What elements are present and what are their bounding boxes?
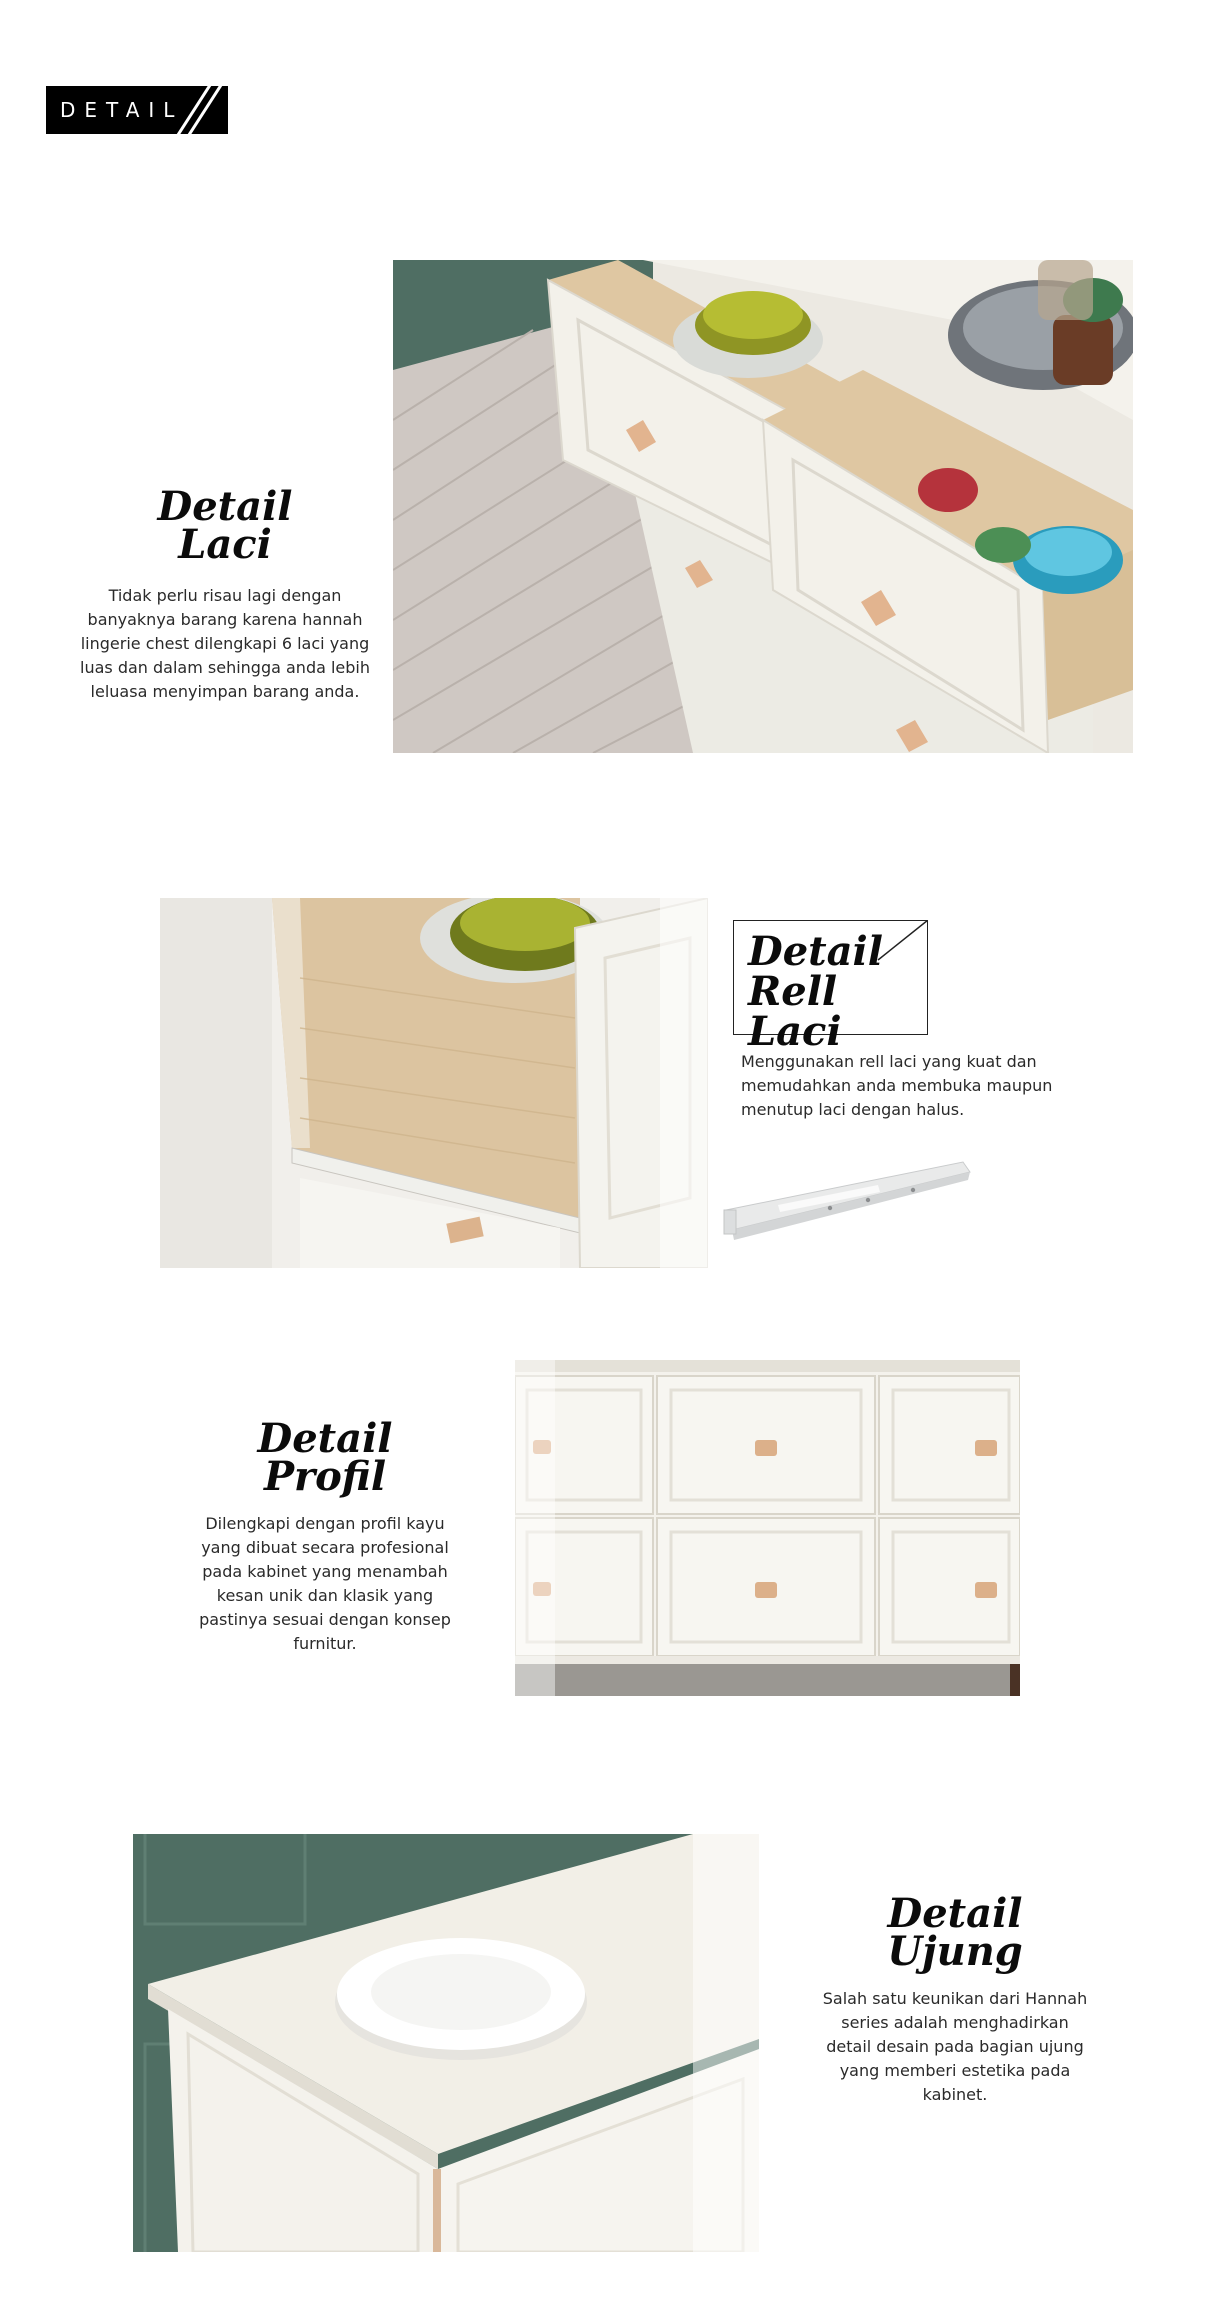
section-profil-description: Dilengkapi dengan profil kayu yang dibuat secara profesional pada kabinet yang menambah kesan unik dan klasik yang pastinya sesuai dengan konsep furnitur. bbox=[199, 1514, 451, 1653]
detail-badge bbox=[46, 86, 228, 134]
section-ujung-description: Salah satu keunikan dari Hannah series adalah menghadirkan detail desain pada bagian ujung yang memberi estetika pada kabinet. bbox=[822, 1989, 1088, 2104]
title-line-1: Detail bbox=[157, 483, 293, 530]
title-line-2: Laci bbox=[178, 521, 272, 568]
section-ujung-title bbox=[820, 1890, 1090, 1975]
detail-badge-label: DETAIL bbox=[60, 98, 184, 122]
section-rell-laci-title bbox=[748, 928, 938, 1055]
title-line-1: Detail bbox=[748, 928, 883, 975]
section-laci bbox=[80, 483, 371, 704]
title-line-2: Rell Laci bbox=[748, 968, 842, 1055]
section-laci-description: Tidak perlu risau lagi dengan banyaknya barang karena hannah lingerie chest dilengkapi 6 laci yang luas dan dalam sehingga anda lebih leluasa menyimpan barang anda. bbox=[80, 586, 371, 701]
drawer-photo bbox=[393, 260, 1133, 753]
title-line-1: Detail bbox=[257, 1415, 393, 1462]
slash-icon bbox=[46, 86, 228, 134]
corner-photo bbox=[133, 1834, 759, 2252]
title-line-2: Ujung bbox=[887, 1928, 1023, 1975]
drawer-rail-image bbox=[718, 1150, 980, 1250]
drawer-side-photo bbox=[160, 898, 708, 1268]
title-line-2: Profil bbox=[263, 1453, 387, 1500]
profile-photo bbox=[515, 1360, 1020, 1696]
section-rell-laci bbox=[748, 928, 938, 1055]
section-laci-title bbox=[80, 483, 370, 568]
section-profil bbox=[195, 1415, 455, 1656]
section-rell-laci-description: Menggunakan rell laci yang kuat dan memudahkan anda membuka maupun menutup laci dengan halus. bbox=[741, 1052, 1053, 1119]
title-line-1: Detail bbox=[887, 1890, 1023, 1937]
section-ujung bbox=[820, 1890, 1090, 2107]
section-profil-title bbox=[195, 1415, 455, 1500]
